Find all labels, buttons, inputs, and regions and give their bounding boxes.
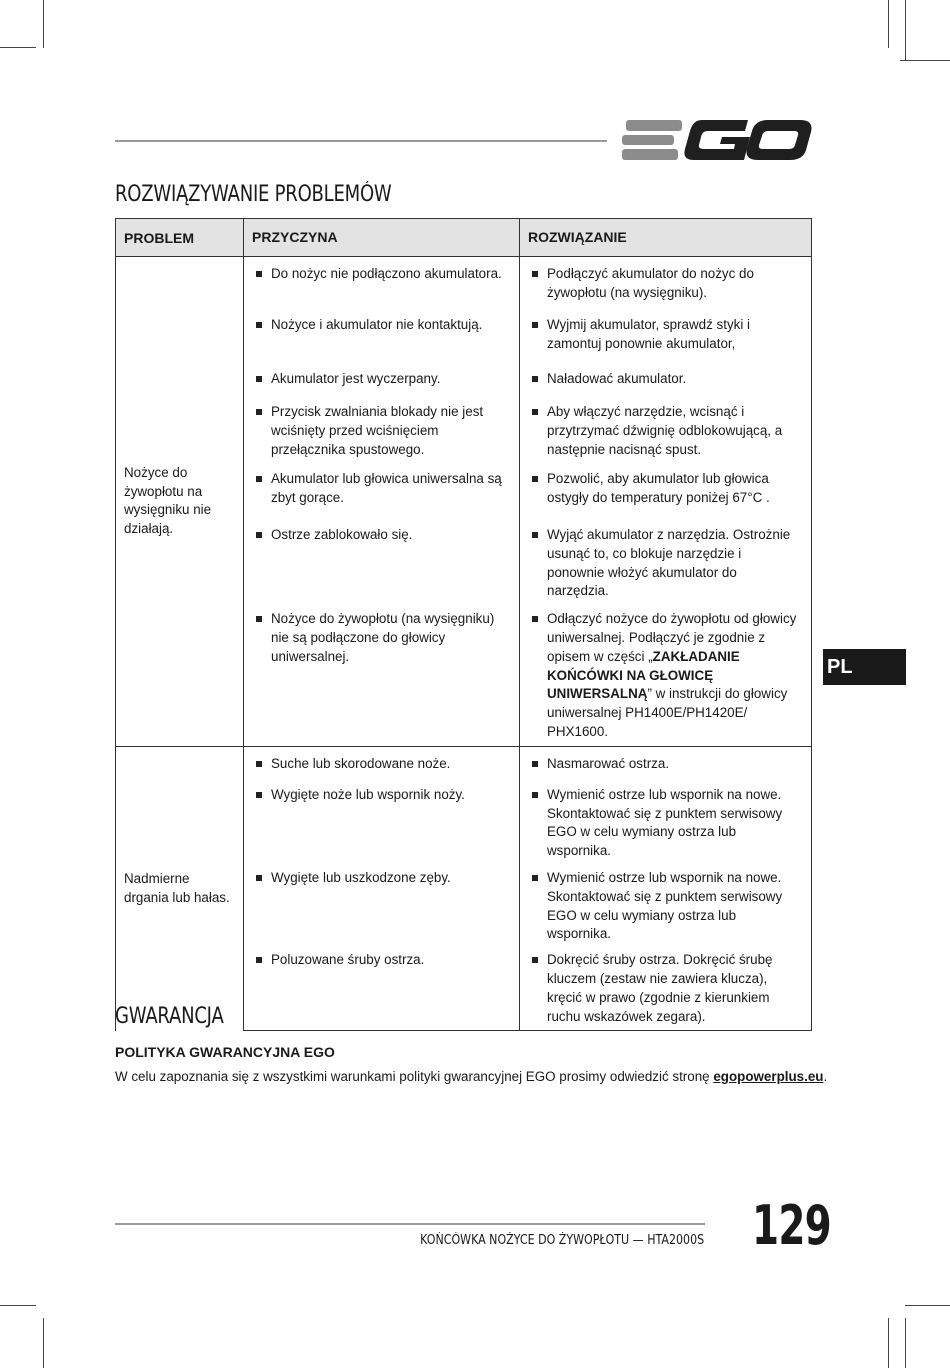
cause-item: Ostrze zablokowało się. (245, 526, 518, 545)
cause-item: Wygięte lub uszkodzone zęby. (245, 869, 518, 888)
column-header-problem: PROBLEM (116, 219, 244, 257)
header-rule (115, 140, 607, 142)
solution-item: Dokręcić śruby ostrza. Dokręcić śrubę kluczem (zestaw nie zawiera klucza), kręcić w prawo (zgodnie z kierunkiem ruchu wskazówek zegara). (521, 951, 810, 1026)
cause-item: Akumulator jest wyczerpany. (245, 370, 518, 389)
warranty-text: W celu zapoznania się z wszystkimi warunkami polityki gwarancyjnej EGO prosimy odwiedzić stronę egopowerplus.eu. (115, 1069, 828, 1084)
troubleshooting-table (115, 218, 812, 1031)
crop-mark (888, 0, 889, 48)
solution-item: Wymienić ostrze lub wspornik na nowe. Skontaktować się z punktem serwisowy EGO w celu wymiany ostrza lub wspornika. (521, 786, 810, 861)
solution-item: Pozwolić, aby akumulator lub głowica ostygły do temperatury poniżej 67°C . (521, 470, 810, 508)
crop-mark (43, 0, 44, 48)
crop-mark (900, 60, 950, 61)
problem-cell: Nożyce do żywopłotu na wysięgniku nie działają. (116, 257, 244, 747)
solution-item: Wyjmij akumulator, sprawdź styki i zamontuj ponownie akumulator, (521, 316, 810, 354)
table-row (116, 746, 812, 778)
cause-item: Akumulator lub głowica uniwersalna są zbyt gorące. (245, 470, 518, 508)
warranty-title: GWARANCJA (115, 1004, 224, 1029)
cause-item: Wygięte noże lub wspornik noży. (245, 786, 518, 805)
solution-item: Naładować akumulator. (521, 370, 810, 389)
crop-mark (43, 1318, 44, 1368)
column-header-solution: ROZWIĄZANIE (520, 219, 812, 257)
cause-item: Nożyce do żywopłotu (na wysięgniku) nie są podłączone do głowicy uniwersalnej. (245, 610, 518, 666)
crop-mark (905, 1305, 950, 1306)
section-reference: ZAKŁADANIE KOŃCÓWKI NA GŁOWICĘ UNIWERSALNĄ (547, 648, 740, 702)
crop-mark (905, 0, 906, 60)
table-header-row (116, 219, 812, 257)
ego-logo (622, 118, 812, 162)
crop-mark (905, 1318, 906, 1368)
cause-item: Suche lub skorodowane noże. (245, 755, 518, 774)
cause-item: Przycisk zwalniania blokady nie jest wciśnięty przed wciśnięciem przełącznika spustowego. (245, 403, 518, 459)
cause-item: Do nożyc nie podłączono akumulatora. (245, 265, 518, 284)
footer-title: KOŃCÓWKA NOŻYCE DO ŻYWOPŁOTU — HTA2000S (419, 1233, 704, 1248)
troubleshooting-title: ROZWIĄZYWANIE PROBLEMÓW (115, 182, 392, 207)
solution-item: Podłączyć akumulator do nożyc do żywopłotu (na wysięgniku). (521, 265, 810, 303)
problem-cell: Nadmierne drgania lub hałas. (116, 746, 244, 1031)
crop-mark (0, 1305, 36, 1306)
footer-rule (115, 1223, 705, 1225)
table-row (116, 257, 812, 307)
solution-item: Wyjąć akumulator z narzędzia. Ostrożnie usunąć to, co blokuje narzędzie i ponownie włożyć akumulator do narzędzia. (521, 526, 810, 601)
crop-mark (0, 47, 36, 48)
column-header-cause: PRZYCZYNA (244, 219, 520, 257)
solution-item: Odłączyć nożyce do żywopłotu od głowicy uniwersalnej. Podłączyć je zgodnie z opisem w części „ZAKŁADANIE KOŃCÓWKI NA GŁOWICĘ UNIWERSALNĄ” w instrukcji do głowicy uniwersalnej PH1400E/PH1420E/ PHX1600. (521, 610, 810, 742)
solution-item: Wymienić ostrze lub wspornik na nowe. Skontaktować się z punktem serwisowy EGO w celu wymiany ostrza lub wspornika. (521, 869, 810, 944)
page-number: 129 (752, 1194, 832, 1257)
warranty-subtitle: POLITYKA GWARANCYJNA EGO (115, 1044, 335, 1060)
warranty-link[interactable]: egopowerplus.eu (713, 1069, 824, 1084)
solution-item: Nasmarować ostrza. (521, 755, 810, 774)
cause-item: Nożyce i akumulator nie kontaktują. (245, 316, 518, 335)
cause-item: Poluzowane śruby ostrza. (245, 951, 518, 970)
solution-item: Aby włączyć narzędzie, wcisnąć i przytrzymać dźwignię odblokowującą, a następnie nacisnąć spust. (521, 403, 810, 459)
language-tab: PL (823, 649, 906, 685)
crop-mark (888, 1318, 889, 1368)
